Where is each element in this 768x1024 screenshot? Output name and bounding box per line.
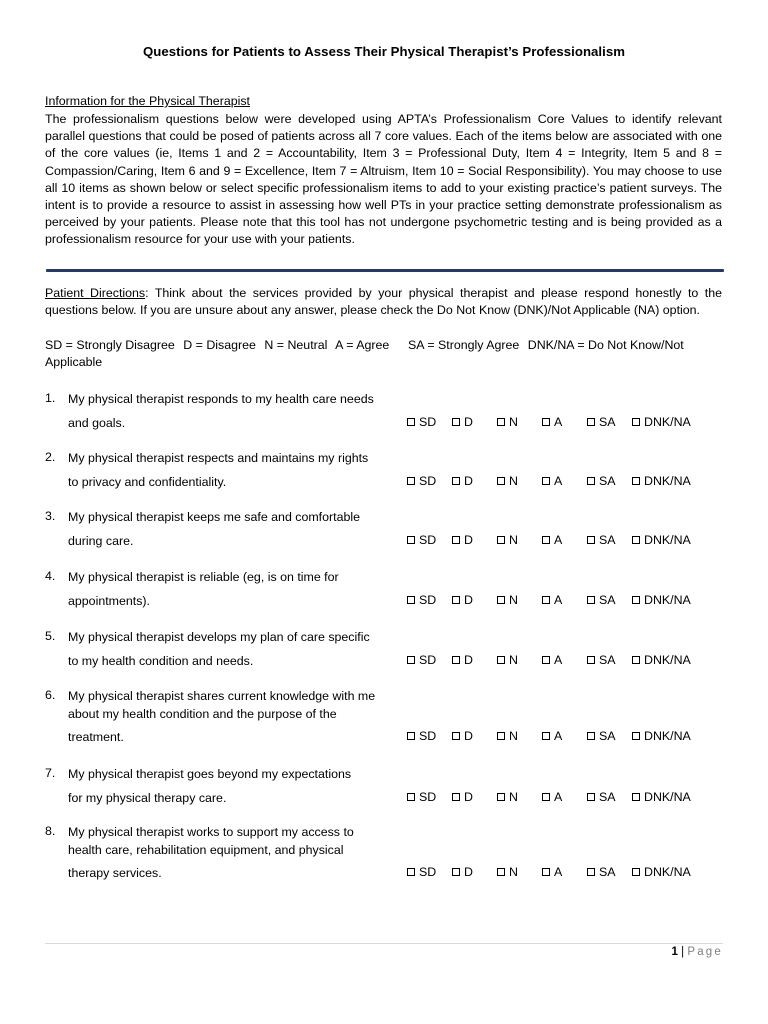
checkbox-icon[interactable] [497,656,505,664]
rating-option-sd[interactable] [407,474,452,488]
info-paragraph: The professionalism questions below were developed using APTA’s Professionalism Core Values to identify relevant parallel questions that could be posed of patients across all 7 core values. Each of the items below are associated with one of the core values (ie, Items 1 and 2 = Accountability, Item 3 = Professional Duty, Item 4 = Integrity, Item 5 and 8 = Compassion/Caring, Item 6 and 9 = Excellence, Item 7 = Altruism, Item 10 = Social Responsibility). You may choose to use all 10 items as shown below or select specific professionalism items to add to your existing practice’s patient surveys. The intent is to provide a resource to assist in assessing how well PTs in your practice setting demonstrate professionalism as perceived by your patients. Please note that this tool has not undergone psychometric testing and is being provided as a professionalism resource for your use with your patients. [45,112,722,247]
checkbox-icon[interactable] [587,536,595,544]
question-line: My physical therapist goes beyond my expectations [68,767,352,781]
rating-option-dnk-na[interactable] [632,729,702,743]
rating-option-sa[interactable] [587,415,632,429]
legend-sd: SD = Strongly Disagree [45,338,175,352]
info-heading: Information for the Physical Therapist [45,94,251,108]
checkbox-icon[interactable] [587,418,595,426]
rating-option-label: DNK/NA [644,789,691,804]
rating-option-label: D [464,414,473,429]
rating-option-label: SA [599,789,616,804]
question-line: to privacy and confidentiality. [68,474,227,489]
rating-option-label: D [464,789,473,804]
checkbox-icon[interactable] [452,596,460,604]
document-title: Questions for Patients to Assess Their Physical Therapist’s Professionalism [142,44,626,59]
rating-option-a[interactable] [542,415,587,429]
checkbox-icon[interactable] [632,868,640,876]
rating-option-d[interactable] [452,474,497,488]
rating-option-sd[interactable] [407,790,452,804]
rating-option-label: SA [599,865,616,880]
checkbox-icon[interactable] [632,477,640,485]
rating-option-dnk-na[interactable] [632,653,702,667]
rating-option-sa[interactable] [587,729,632,743]
rating-option-n[interactable] [497,593,542,607]
rating-option-label: DNK/NA [644,532,691,547]
patient-directions [45,285,722,319]
rating-option-label: A [554,652,563,667]
rating-option-d[interactable] [452,415,497,429]
checkbox-icon[interactable] [542,536,550,544]
rating-option-label: DNK/NA [644,652,691,667]
question-number: 4. [45,569,56,583]
checkbox-icon[interactable] [407,732,415,740]
checkbox-icon[interactable] [407,656,415,664]
rating-options [407,790,702,804]
rating-option-d[interactable] [452,593,497,607]
question-number: 1. [45,391,56,405]
question-line: My physical therapist is reliable (eg, is on time for [68,570,339,584]
rating-option-a[interactable] [542,729,587,743]
checkbox-icon[interactable] [497,536,505,544]
question-line: for my physical therapy care. [68,790,227,805]
question-line: appointments). [68,593,150,608]
rating-option-n[interactable] [497,653,542,667]
rating-option-label: D [464,592,473,607]
question-text [68,569,378,610]
rating-option-n[interactable] [497,415,542,429]
rating-option-a[interactable] [542,865,587,879]
rating-option-label: N [509,652,518,667]
checkbox-icon[interactable] [542,656,550,664]
rating-option-dnk-na[interactable] [632,474,702,488]
rating-option-sa[interactable] [587,865,632,879]
checkbox-icon[interactable] [497,732,505,740]
question-line: My physical therapist works to support my access to [68,825,354,839]
rating-option-d[interactable] [452,865,497,879]
rating-options [407,474,702,488]
rating-option-label: SA [599,592,616,607]
question-number: 5. [45,629,56,643]
rating-option-a[interactable] [542,790,587,804]
checkbox-icon[interactable] [497,477,505,485]
rating-option-label: N [509,532,518,547]
rating-option-a[interactable] [542,593,587,607]
checkbox-icon[interactable] [542,793,550,801]
rating-option-sd[interactable] [407,533,452,547]
rating-option-label: DNK/NA [644,865,691,880]
question-number: 3. [45,509,56,523]
rating-option-a[interactable] [542,533,587,547]
checkbox-icon[interactable] [452,793,460,801]
checkbox-icon[interactable] [407,868,415,876]
rating-option-dnk-na[interactable] [632,533,702,547]
question-text [68,450,378,491]
question-text [68,824,378,883]
rating-option-label: A [554,532,563,547]
checkbox-icon[interactable] [632,536,640,544]
rating-option-label: N [509,592,518,607]
rating-option-label: A [554,729,563,744]
rating-option-label: SA [599,729,616,744]
question-text [68,629,378,670]
checkbox-icon[interactable] [632,656,640,664]
checkbox-icon[interactable] [587,868,595,876]
legend-n: N = Neutral [264,338,328,352]
checkbox-icon[interactable] [452,732,460,740]
question-number: 7. [45,766,56,780]
rating-option-label: N [509,789,518,804]
rating-option-d[interactable] [452,729,497,743]
question-text [68,509,378,550]
rating-option-label: SD [419,532,437,547]
checkbox-icon[interactable] [452,656,460,664]
question-line: treatment. [68,730,124,745]
checkbox-icon[interactable] [452,868,460,876]
rating-option-a[interactable] [542,474,587,488]
rating-options [407,415,702,429]
rating-option-label: A [554,789,563,804]
question-line: My physical therapist shares current knowledge with me [68,689,376,703]
rating-option-label: DNK/NA [644,729,691,744]
rating-option-sd[interactable] [407,415,452,429]
rating-option-d[interactable] [452,533,497,547]
question-line: and goals. [68,415,126,430]
rating-option-label: N [509,865,518,880]
page-footer [672,946,723,958]
rating-option-label: DNK/NA [644,473,691,488]
checkbox-icon[interactable] [587,732,595,740]
rating-option-label: SD [419,865,437,880]
checkbox-icon[interactable] [497,793,505,801]
checkbox-icon[interactable] [407,596,415,604]
checkbox-icon[interactable] [587,793,595,801]
question-line: My physical therapist respects and maintains my rights [68,451,369,465]
checkbox-icon[interactable] [452,418,460,426]
rating-options [407,653,702,667]
rating-option-sd[interactable] [407,729,452,743]
rating-option-n[interactable] [497,865,542,879]
rating-option-label: N [509,473,518,488]
checkbox-icon[interactable] [407,477,415,485]
rating-option-label: SA [599,414,616,429]
question-text [68,766,378,807]
rating-option-label: SD [419,473,437,488]
footer-divider [45,943,723,944]
rating-option-label: DNK/NA [644,414,691,429]
rating-option-label: A [554,592,563,607]
checkbox-icon[interactable] [632,732,640,740]
rating-option-sa[interactable] [587,474,632,488]
rating-option-dnk-na[interactable] [632,790,702,804]
question-line: to my health condition and needs. [68,653,254,668]
rating-options [407,729,702,743]
checkbox-icon[interactable] [407,793,415,801]
rating-option-sa[interactable] [587,653,632,667]
rating-option-sa[interactable] [587,593,632,607]
rating-option-label: D [464,652,473,667]
rating-legend [45,337,722,371]
question-line: My physical therapist keeps me safe and comfortable [68,510,361,524]
rating-option-label: SA [599,652,616,667]
rating-option-d[interactable] [452,653,497,667]
question-line: health care, rehabilitation equipment, and physical [68,842,344,857]
rating-option-sd[interactable] [407,865,452,879]
legend-dnk: DNK/NA = Do Not Know/Not Applicable [45,338,684,370]
question-number: 6. [45,688,56,702]
question-number: 8. [45,824,56,838]
rating-option-label: SD [419,652,437,667]
checkbox-icon[interactable] [497,868,505,876]
question-line: My physical therapist develops my plan of care specific [68,630,370,644]
checkbox-icon[interactable] [407,536,415,544]
rating-option-label: DNK/NA [644,592,691,607]
checkbox-icon[interactable] [542,596,550,604]
checkbox-icon[interactable] [542,418,550,426]
rating-option-label: SD [419,414,437,429]
checkbox-icon[interactable] [542,868,550,876]
rating-option-label: A [554,473,563,488]
rating-options [407,533,702,547]
question-text [68,391,378,432]
checkbox-icon[interactable] [632,418,640,426]
rating-option-n[interactable] [497,729,542,743]
page-number: 1 [671,946,678,958]
legend-a: A = Agree [335,338,390,352]
rating-option-label: D [464,473,473,488]
rating-option-label: D [464,532,473,547]
rating-option-sd[interactable] [407,593,452,607]
rating-option-a[interactable] [542,653,587,667]
question-line: therapy services. [68,866,162,881]
checkbox-icon[interactable] [452,477,460,485]
question-line: My physical therapist responds to my health care needs [68,392,374,406]
rating-option-label: SA [599,473,616,488]
rating-option-label: N [509,414,518,429]
rating-option-label: SD [419,789,437,804]
rating-option-dnk-na[interactable] [632,415,702,429]
question-line: during care. [68,533,134,548]
rating-option-n[interactable] [497,474,542,488]
checkbox-icon[interactable] [632,596,640,604]
checkbox-icon[interactable] [452,536,460,544]
question-text [68,688,378,747]
rating-option-label: D [464,729,473,744]
question-line: about my health condition and the purpose of the [68,706,337,721]
checkbox-icon[interactable] [587,596,595,604]
checkbox-icon[interactable] [587,656,595,664]
rating-option-label: A [554,865,563,880]
rating-option-label: SD [419,729,437,744]
directions-text: : Think about the services provided by your physical therapist and please respond honestly to the questions below. If you are unsure about any answer, please check the Do Not Know (DNK)/Not Applicable (NA) option. [45,286,723,318]
section-divider [46,269,724,272]
page-separator: | [681,946,685,958]
checkbox-icon[interactable] [632,793,640,801]
question-number: 2. [45,450,56,464]
rating-options [407,593,702,607]
rating-option-sa[interactable] [587,790,632,804]
checkbox-icon[interactable] [497,596,505,604]
rating-option-n[interactable] [497,533,542,547]
rating-option-label: N [509,729,518,744]
rating-option-dnk-na[interactable] [632,865,702,879]
rating-option-label: SA [599,532,616,547]
rating-option-label: SD [419,592,437,607]
legend-sa: SA = Strongly Agree [408,338,520,352]
rating-option-n[interactable] [497,790,542,804]
directions-label: Patient Directions [45,286,146,300]
page-word: Page [687,946,723,958]
rating-option-d[interactable] [452,790,497,804]
checkbox-icon[interactable] [497,418,505,426]
checkbox-icon[interactable] [587,477,595,485]
rating-option-sa[interactable] [587,533,632,547]
rating-option-sd[interactable] [407,653,452,667]
checkbox-icon[interactable] [407,418,415,426]
legend-d: D = Disagree [183,338,256,352]
rating-option-label: D [464,865,473,880]
rating-options [407,865,702,879]
rating-option-dnk-na[interactable] [632,593,702,607]
checkbox-icon[interactable] [542,477,550,485]
checkbox-icon[interactable] [542,732,550,740]
rating-option-label: A [554,414,563,429]
